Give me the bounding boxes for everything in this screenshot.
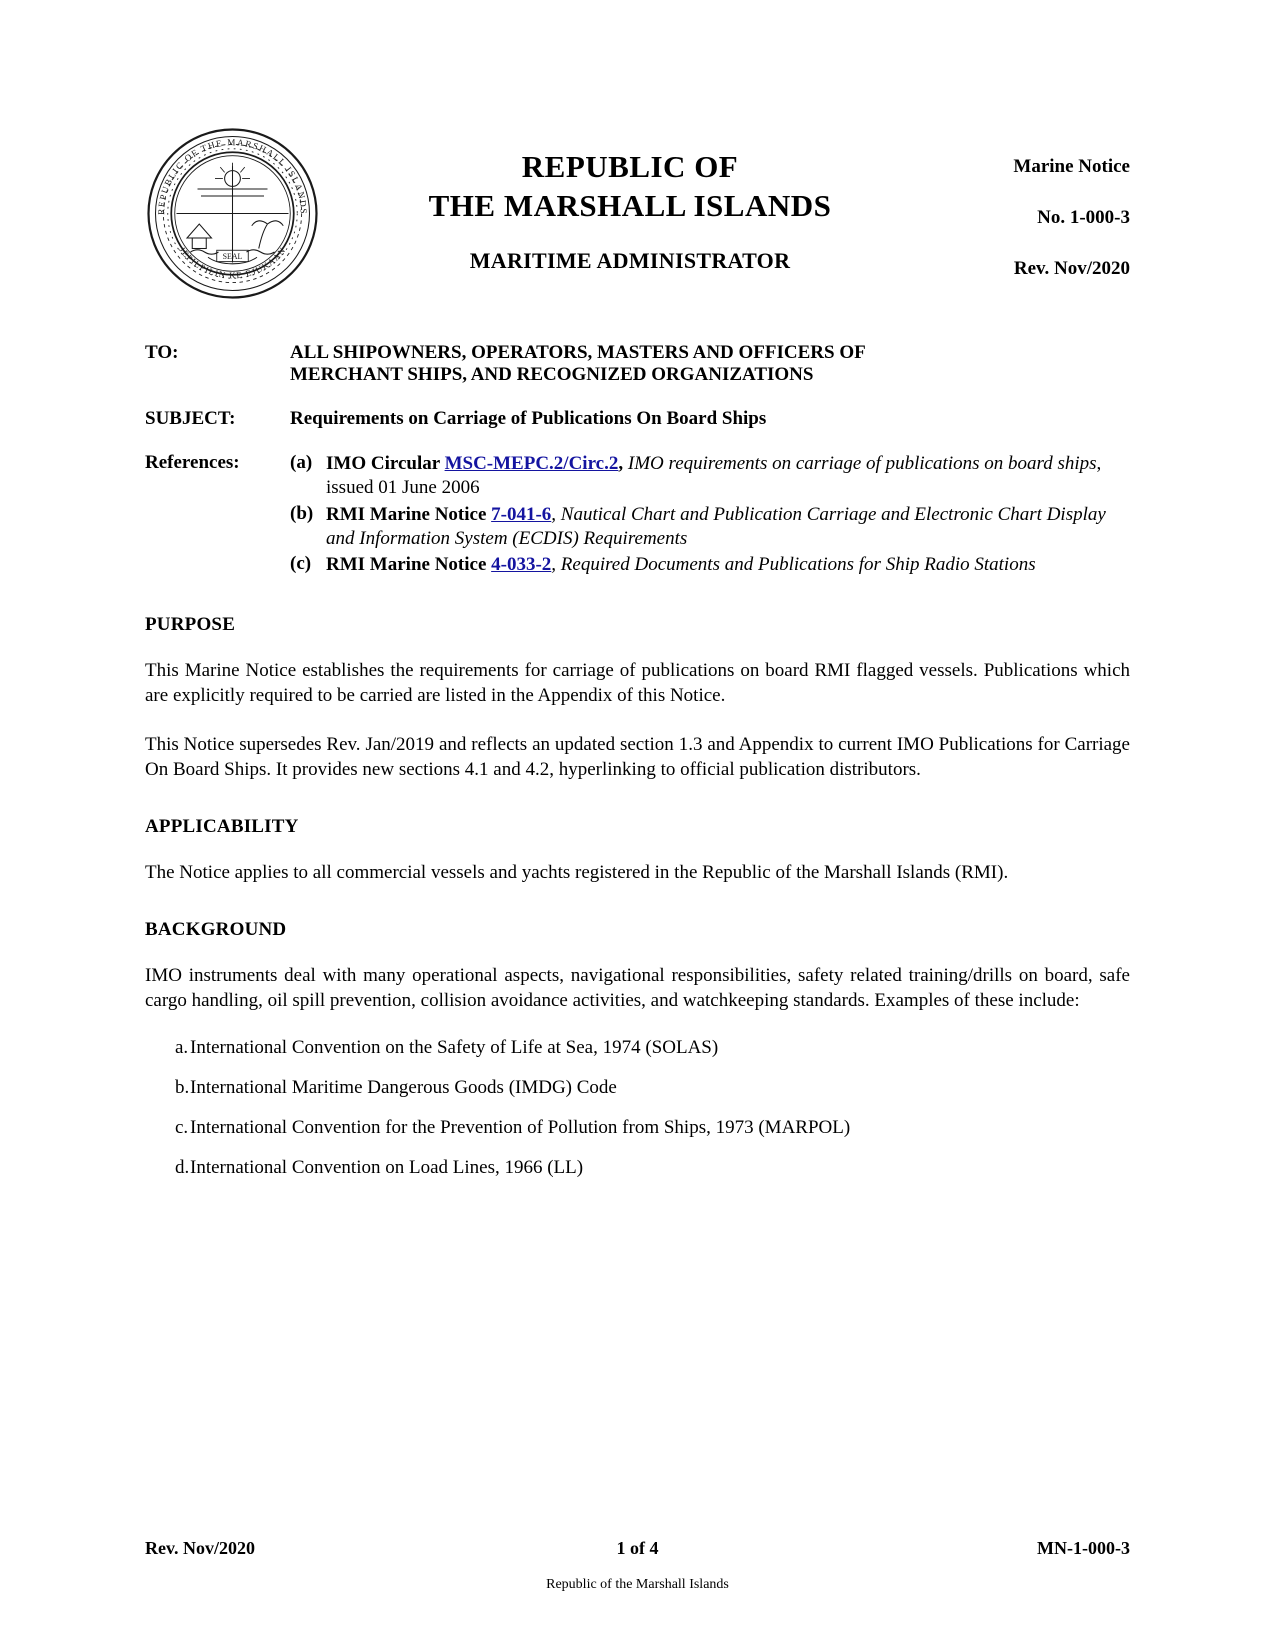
document-meta bbox=[145, 342, 1130, 580]
list-item-text: International Maritime Dangerous Goods (IMDG) Code bbox=[190, 1077, 617, 1099]
list-item-text: International Convention on the Safety of Life at Sea, 1974 (SOLAS) bbox=[190, 1037, 719, 1059]
list-item-marker: b. bbox=[175, 1077, 190, 1099]
footer-revision: Rev. Nov/2020 bbox=[145, 1538, 255, 1558]
marshall-islands-seal-icon bbox=[145, 126, 320, 301]
svg-text:REPUBLIC OF THE MARSHALL ISLAN: REPUBLIC OF THE MARSHALL ISLANDS bbox=[156, 137, 309, 216]
republic-title-line2: THE MARSHALL ISLANDS bbox=[428, 187, 832, 223]
list-item-marker: c. bbox=[175, 1117, 189, 1139]
reference-text bbox=[326, 452, 1130, 501]
header-doc-info bbox=[930, 120, 1130, 280]
footer-doc-id: MN-1-000-3 bbox=[1037, 1538, 1130, 1558]
reference-item bbox=[290, 553, 1130, 577]
list-item bbox=[145, 1037, 1130, 1059]
reference-text bbox=[326, 553, 1130, 577]
page-footer bbox=[145, 1538, 1130, 1559]
purpose-paragraph-2: This Notice supersedes Rev. Jan/2019 and reflects an updated section 1.3 and Appendix to current IMO Publications for Carriage On Board Ships. It provides new sections 4.1 and 4.2, hyperlinking to official publication distributors. bbox=[145, 733, 1130, 780]
background-list bbox=[145, 1037, 1130, 1179]
applicability-paragraph-1: The Notice applies to all commercial vessels and yachts registered in the Republic of the Marshall Islands (RMI). bbox=[145, 861, 1009, 883]
references-list bbox=[290, 452, 1130, 580]
to-value-line2: MERCHANT SHIPS, AND RECOGNIZED ORGANIZATIONS bbox=[290, 364, 814, 385]
reference-tail: , issued 01 June 2006 bbox=[326, 453, 1102, 499]
background-heading: BACKGROUND bbox=[145, 918, 287, 940]
list-item-text: International Convention for the Prevention of Pollution from Ships, 1973 (MARPOL) bbox=[190, 1117, 851, 1139]
to-value-line1: ALL SHIPOWNERS, OPERATORS, MASTERS AND OFFICERS OF bbox=[290, 342, 866, 363]
doc-number: No. 1-000-3 bbox=[1037, 206, 1130, 228]
applicability-heading: APPLICABILITY bbox=[145, 815, 299, 837]
doc-revision: Rev. Nov/2020 bbox=[1013, 257, 1130, 279]
reference-item bbox=[290, 503, 1130, 552]
list-item bbox=[145, 1077, 1130, 1099]
reference-link-msc-mepc[interactable]: MSC-MEPC.2/Circ.2 bbox=[444, 453, 619, 474]
references-label: References: bbox=[145, 452, 240, 473]
background-paragraph-1: IMO instruments deal with many operational aspects, navigational responsibilities, safety related training/drills on board, safe cargo handling, oil spill prevention, collision avoidance activities, and watchkeeping standards. Examples of these include: bbox=[145, 964, 1130, 1012]
seal-container bbox=[145, 120, 330, 306]
document-header bbox=[145, 120, 1130, 306]
republic-title-line1: REPUBLIC OF bbox=[521, 149, 739, 184]
references-row bbox=[145, 452, 1130, 580]
svg-text:SEAL: SEAL bbox=[222, 252, 243, 261]
to-value bbox=[290, 342, 1130, 386]
reference-italic: , Nautical Chart and Publication Carriage and Electronic Chart Display and Information System (ECDIS) Requirements bbox=[326, 503, 1106, 549]
to-label: TO: bbox=[145, 342, 179, 363]
subject-value: Requirements on Carriage of Publications On Board Ships bbox=[290, 408, 767, 429]
footer-note: Republic of the Marshall Islands bbox=[546, 1577, 729, 1592]
doc-type: Marine Notice bbox=[1013, 156, 1130, 177]
list-item-text: International Convention on Load Lines, 1966 (LL) bbox=[190, 1157, 584, 1179]
subject-row bbox=[145, 408, 1130, 430]
header-titles bbox=[330, 120, 930, 274]
reference-marker: (a) bbox=[290, 452, 313, 473]
list-item bbox=[145, 1117, 1130, 1139]
reference-link-mn-7-041-6[interactable]: 7-041-6 bbox=[491, 503, 552, 525]
reference-marker: (b) bbox=[290, 502, 314, 524]
to-row bbox=[145, 342, 1130, 386]
reference-comma: , bbox=[618, 453, 624, 474]
reference-italic: , Required Documents and Publications for Ship Radio Stations bbox=[551, 554, 1036, 576]
reference-prefix: IMO Circular bbox=[326, 453, 445, 474]
list-item bbox=[145, 1157, 1130, 1179]
reference-prefix: RMI Marine Notice bbox=[326, 503, 492, 525]
purpose-paragraph-1: This Marine Notice establishes the requirements for carriage of publications on board RMI flagged vessels. Publications which are explicitly required to be carried are listed in the Appendix of this Notice. bbox=[145, 659, 1130, 706]
reference-item bbox=[290, 452, 1130, 501]
list-item-marker: a. bbox=[175, 1037, 189, 1059]
reference-italic: IMO requirements on carriage of publications on board ships bbox=[623, 453, 1097, 474]
reference-text bbox=[326, 503, 1130, 552]
reference-link-mn-4-033-2[interactable]: 4-033-2 bbox=[491, 554, 552, 576]
footer-page-number: 1 of 4 bbox=[616, 1538, 659, 1558]
maritime-administrator-subtitle: MARITIME ADMINISTRATOR bbox=[469, 247, 791, 273]
reference-prefix: RMI Marine Notice bbox=[326, 554, 492, 576]
subject-label: SUBJECT: bbox=[145, 408, 236, 429]
purpose-heading: PURPOSE bbox=[145, 613, 236, 635]
reference-marker: (c) bbox=[290, 553, 312, 575]
list-item-marker: d. bbox=[175, 1157, 190, 1179]
svg-text:JEPILPILIN KE EJUKAAN: JEPILPILIN KE EJUKAAN bbox=[177, 244, 288, 281]
